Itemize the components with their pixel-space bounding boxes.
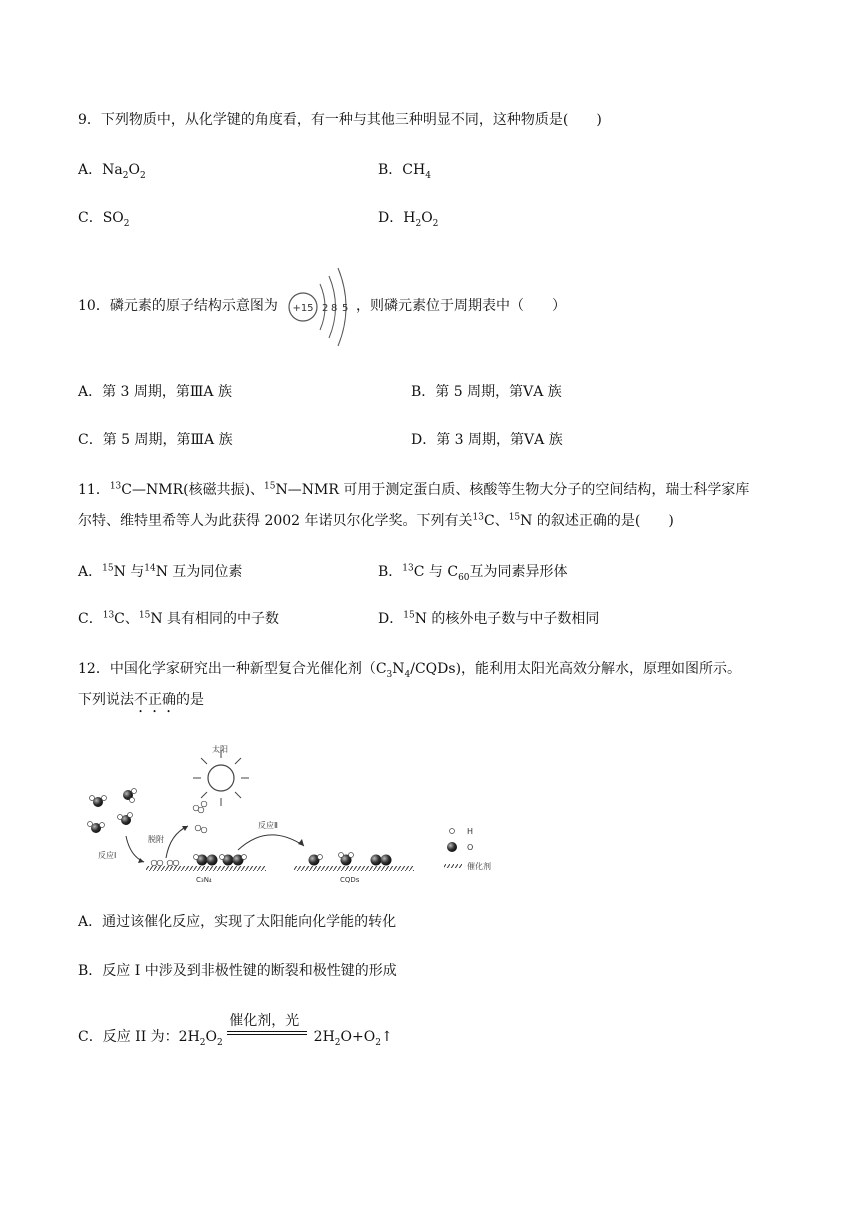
q10-option-b: B．第 5 周期，第ⅤA 族: [411, 384, 562, 400]
c3n4-catalyst-surface: [146, 866, 266, 871]
reaction-condition: 催化剂，光: [229, 1013, 300, 1029]
q10-option-a: A．第 3 周期，第ⅢA 族: [78, 384, 232, 400]
shell-electrons-2: 8: [331, 303, 338, 314]
nucleus-charge: +15: [292, 303, 314, 314]
shell-electrons-1: 2: [322, 303, 329, 314]
q12-stem-line2: 下列说法不正确的是: [78, 692, 204, 708]
q11-option-b: B．$^{13}$C 与 $C_{60}$互为同素异形体: [378, 563, 568, 583]
q12-option-c: C．反应 II 为：$2H_2O_2$ 催化剂，光 $2H_2O+O_2↑$: [78, 1013, 393, 1048]
q9-option-b: B．$CH_4$: [378, 162, 431, 181]
q9-stem: 9．下列物质中，从化学键的角度看，有一种与其他三种明显不同，这种物质是( ): [78, 112, 602, 128]
sun-label: 太阳: [212, 745, 228, 754]
cqds-label: CQDs: [340, 876, 360, 884]
legend-h-icon: [450, 829, 455, 834]
q11-option-a: A．$^{15}$N 与$^{14}$N 互为同位素: [78, 563, 243, 580]
reaction-condition-equals: [227, 1013, 309, 1047]
legend-o-label: O: [467, 843, 474, 852]
reaction2-label: 反应Ⅱ: [258, 821, 278, 830]
reaction1-label: 反应Ⅰ: [98, 851, 117, 860]
q10-option-c: C．第 5 周期，第ⅢA 族: [78, 432, 233, 448]
gas-arrow-icon: ↑: [380, 1029, 393, 1045]
q9-option-d: D．$H_2O_2$: [378, 210, 439, 229]
phosphorus-atom-diagram: [286, 262, 356, 350]
q12-option-a: A．通过该催化反应，实现了太阳能向化学能的转化: [78, 914, 397, 930]
q9-option-c: C．$SO_2$: [78, 210, 130, 229]
q10-stem-suffix: ，则磷元素位于周期表中（ ）: [356, 298, 566, 314]
q11-stem-line1: 11．$^{13}$C—NMR(核磁共振)、$^{15}$N—NMR 可用于测定蛋白质、核酸等生物大分子的空间结构，瑞士科学家库: [78, 481, 750, 498]
legend-h-label: H: [467, 827, 474, 836]
desorption-arrow: [166, 826, 188, 858]
q11-option-c: C．$^{13}$C、$^{15}$N 具有相同的中子数: [78, 610, 280, 627]
cqds-adsorbed-species: [309, 853, 392, 866]
desorbed-hydrogen: [193, 801, 207, 833]
c3n4-label: C₃N₄: [196, 876, 212, 884]
cqds-catalyst-surface: [294, 866, 414, 871]
emphasized-not-correct: 不正确: [134, 692, 176, 708]
sun-icon: [193, 750, 249, 806]
legend-catalyst-icon: [444, 864, 462, 868]
q9-option-a: A．$Na_2O_2$: [78, 162, 146, 181]
reaction1-arrow: [126, 836, 144, 862]
q12-stem-line1: 12．中国化学家研究出一种新型复合光催化剂$(C_3N_4/CQDs)$，能利用太阳光高效分解水，原理如图所示。: [78, 661, 742, 680]
shell-electrons-3: 5: [342, 303, 349, 314]
q10-option-d: D．第 3 周期，第ⅤA 族: [411, 432, 563, 448]
q11-stem-line2: 尔特、维特里希等人为此获得 2002 年诺贝尔化学奖。下列有关$^{13}$C、$^{15}$N 的叙述正确的是( ): [78, 512, 674, 529]
q10-stem-prefix: 10．磷元素的原子结构示意图为: [78, 298, 278, 314]
c3n4-adsorbed-species: [151, 855, 246, 866]
legend-o-icon: [447, 842, 457, 852]
q11-option-d: D．$^{15}$N 的核外电子数与中子数相同: [378, 610, 600, 627]
reaction2-arrow: [238, 835, 304, 850]
q12-option-b: B．反应 I 中涉及到非极性键的断裂和极性键的形成: [78, 963, 397, 979]
desorption-label: 脱附: [148, 835, 164, 844]
legend-catalyst-label: 催化剂: [467, 862, 491, 871]
reaction-principle-figure: [78, 738, 518, 888]
water-molecules-free: [88, 789, 137, 834]
